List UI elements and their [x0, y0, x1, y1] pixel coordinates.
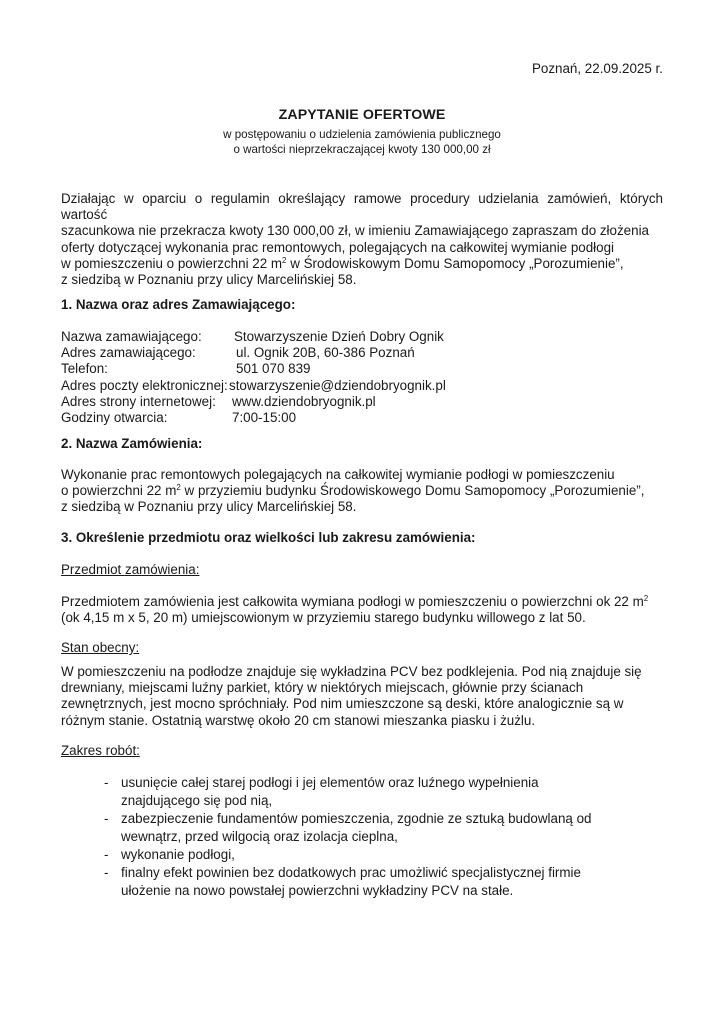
- paragraph-line: W pomieszczeniu na podłodze znajduje się wykładzina PCV bez podklejenia. Pod nią znajduje się: [61, 664, 642, 679]
- list-item-text: usunięcie całej starej podłogi i jej elementów oraz luźnego wypełnienia znajdującego się pod nią,: [121, 775, 539, 808]
- intro-line: Działając w oparciu o regulamin określający ramowe procedury udzielania zamówień, których wartość: [61, 191, 663, 223]
- subtitle-line-2: o wartości nieprzekraczającej kwoty 130 000,00 zł: [233, 142, 491, 156]
- list-item-text: zabezpieczenie fundamentów pomieszczenia, zgodnie ze sztuką budowlaną od wewnątrz, przed wilgocią oraz izolacja cieplna,: [121, 811, 592, 844]
- list-item: [61, 864, 603, 900]
- scope-list: [61, 774, 663, 900]
- detail-value: 501 070 839: [236, 361, 311, 377]
- detail-value: ul. Ognik 20B, 60-386 Poznań: [236, 345, 415, 361]
- paragraph-line: Wykonanie prac remontowych polegających na całkowitej wymianie podłogi w pomieszczeniu: [61, 467, 615, 482]
- detail-row-website: Adres strony internetowej: www.dziendobryognik.pl: [61, 393, 376, 409]
- scope-list-container: [61, 774, 663, 900]
- document-title: ZAPYTANIE OFERTOWE: [278, 107, 446, 123]
- superscript: 2: [282, 255, 287, 265]
- detail-value-website-link[interactable]: www.dziendobryognik.pl: [232, 393, 376, 409]
- paragraph-line: różnym stanie. Ostatnią warstwę około 20 cm stanowi mieszanka piasku i żużlu.: [61, 712, 536, 728]
- list-item-text: wykonanie podłogi,: [121, 847, 235, 862]
- current-state-paragraph: [61, 664, 663, 729]
- dash-bullet-icon: -: [104, 847, 109, 862]
- dash-bullet-icon: -: [104, 811, 109, 826]
- current-state-subheading: Stan obecny:: [61, 640, 140, 655]
- list-item-text: finalny efekt powinien bez dodatkowych prac umożliwić specjalistycznej firmie ułożenie na nowo powstałej powierzchni wykładziny PCV na stałe.: [121, 865, 581, 898]
- paragraph-line: z siedzibą w Poznaniu przy ulicy Marcelińskiej 58.: [61, 499, 357, 515]
- paragraph-line: drewniany, miejscami luźny parkiet, który w niektórych miejscach, głównie przy ścianach: [61, 680, 584, 696]
- detail-row-address: Adres zamawiającego: ul. Ognik 20B, 60-386 Poznań: [61, 345, 415, 361]
- section-3-heading: 3. Określenie przedmiotu oraz wielkości lub zakresu zamówienia:: [61, 530, 476, 545]
- intro-line: szacunkowa nie przekracza kwoty 130 000,00 zł, w imieniu Zamawiającego zapraszam do złożenia: [61, 223, 649, 239]
- paragraph-line: (ok 4,15 m x 5, 20 m) umiejscowionym w przyziemiu starego budynku willowego z lat 50.: [61, 610, 586, 626]
- detail-value: 7:00-15:00: [232, 409, 297, 425]
- detail-row-email: Adres poczty elektronicznej: stowarzyszenie@dziendobryognik.pl: [61, 377, 446, 393]
- document-date: Poznań, 22.09.2025 r.: [531, 61, 663, 76]
- intro-line: oferty dotyczącej wykonania prac remontowych, polegających na całkowitej wymianie podłogi: [61, 239, 615, 255]
- intro-line: z siedzibą w Poznaniu przy ulicy Marcelińskiej 58.: [61, 272, 357, 288]
- list-item: [61, 846, 603, 864]
- list-item: [61, 810, 603, 846]
- contracting-authority-details: [61, 329, 663, 426]
- list-item: [61, 774, 603, 810]
- superscript: 2: [643, 594, 649, 603]
- scope-subheading: Zakres robót:: [61, 743, 140, 758]
- detail-row-name: Nazwa zamawiającego: Stowarzyszenie Dzień Dobry Ognik: [61, 329, 444, 344]
- intro-paragraph: [61, 191, 663, 288]
- paragraph-line: Przedmiotem zamówienia jest całkowita wymiana podłogi w pomieszczeniu o powierzchni ok 22 $m^2$: [61, 594, 649, 609]
- paragraph-line: zewnętrznych, jest mocno spróchniały. Pod nim umieszczone są deski, które analogicznie są w: [61, 696, 624, 712]
- dash-bullet-icon: -: [104, 775, 109, 790]
- document-subtitle: [61, 128, 663, 157]
- subject-subheading: Przedmiot zamówienia:: [61, 562, 200, 577]
- paragraph-line: o powierzchni 22 $m^2$ w przyziemiu budynku Środowiskowego Domu Samopomocy „Porozumienie”,: [61, 483, 645, 499]
- subject-paragraph: [61, 594, 663, 626]
- detail-row-phone: Telefon: 501 070 839: [61, 361, 311, 377]
- section-1-heading: 1. Nazwa oraz adres Zamawiającego:: [61, 297, 296, 312]
- detail-row-hours: Godziny otwarcia: 7:00-15:00: [61, 409, 297, 425]
- section-2-heading: 2. Nazwa Zamówienia:: [61, 436, 203, 451]
- subtitle-line-1: w postępowaniu o udzielenia zamówienia publicznego: [223, 128, 501, 141]
- intro-line: w pomieszczeniu o powierzchni 22 $m^2$ w Środowiskowym Domu Samopomocy „Porozumienie”,: [61, 255, 624, 271]
- dash-bullet-icon: -: [104, 865, 109, 880]
- detail-value: Stowarzyszenie Dzień Dobry Ognik: [234, 329, 444, 344]
- superscript: 2: [176, 483, 181, 493]
- order-name-paragraph: [61, 467, 663, 516]
- detail-value-email-link[interactable]: stowarzyszenie@dziendobryognik.pl: [229, 377, 446, 393]
